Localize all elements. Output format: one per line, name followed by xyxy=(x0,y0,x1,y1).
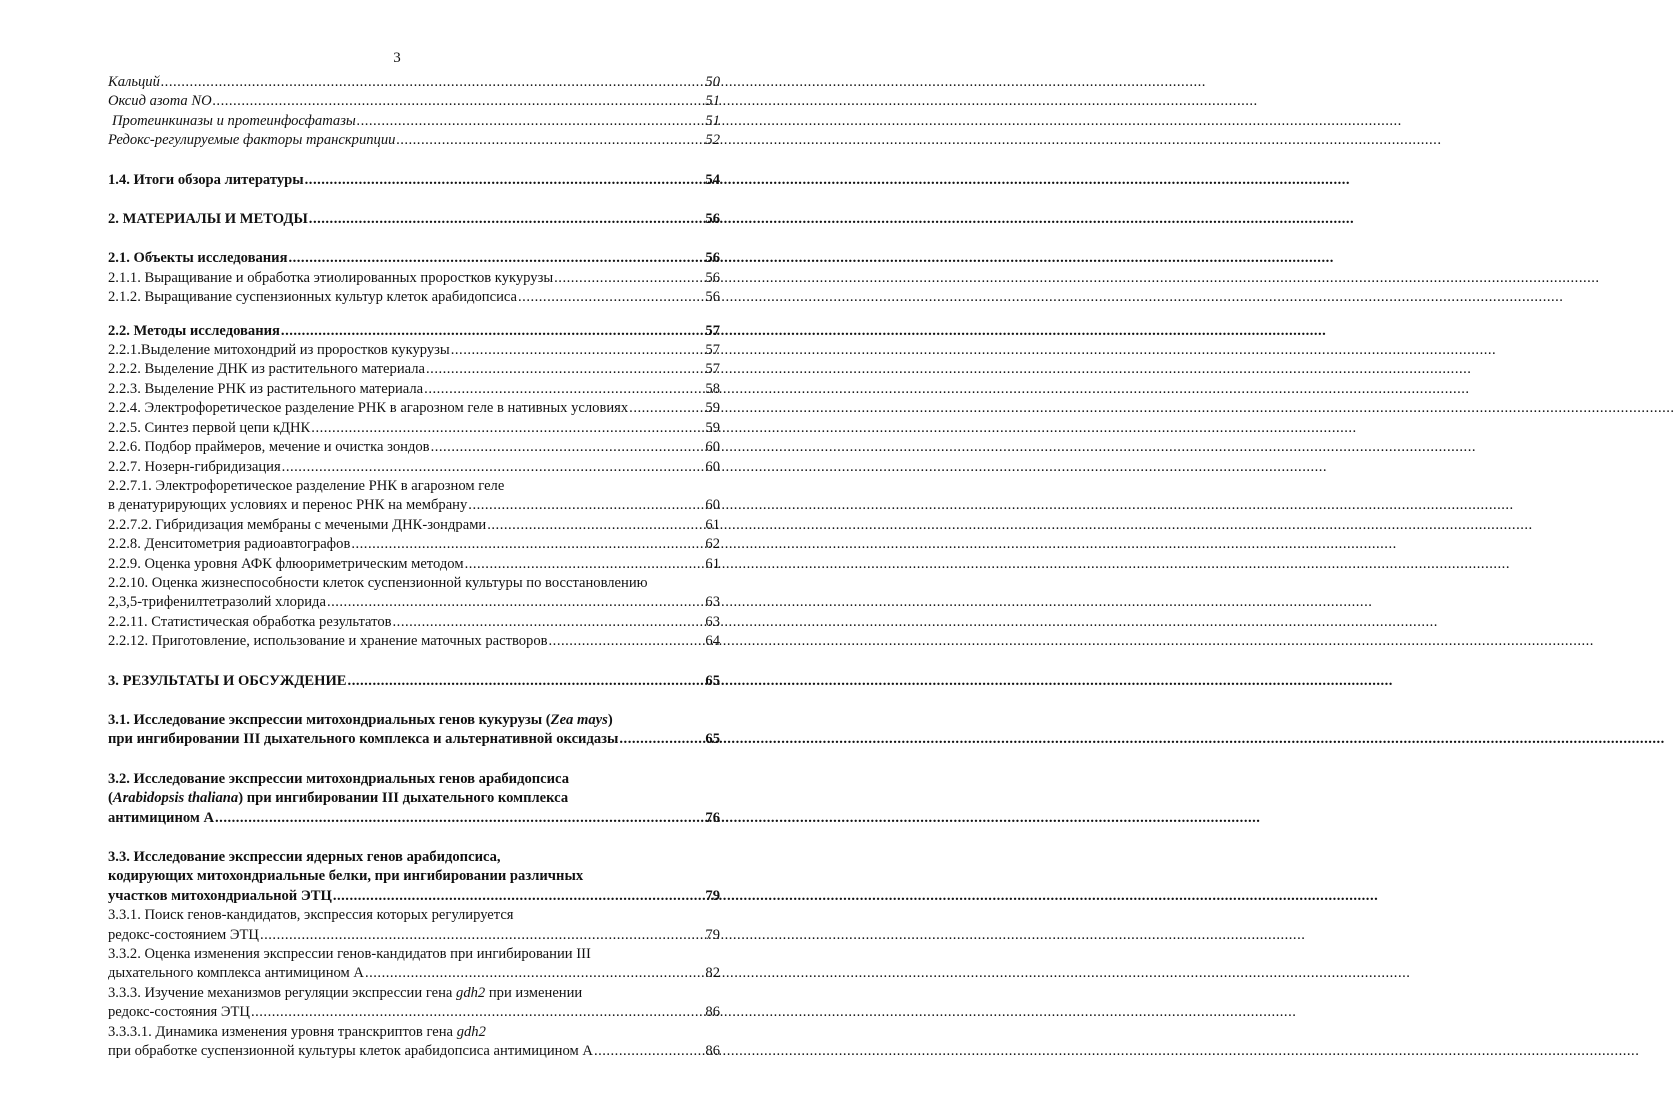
dot-leader xyxy=(423,380,705,399)
gene-name: gdh2 xyxy=(456,1023,486,1040)
dot-leader xyxy=(464,555,706,574)
toc-entry-redox-factors xyxy=(108,131,720,150)
toc-entry-page: 61 xyxy=(705,555,720,572)
toc-entry-3-2-line2 xyxy=(108,789,720,808)
toc-entry-title: 2.1.2. Выращивание суспензионных культур клеток арабидопсиса xyxy=(108,289,518,306)
toc-entry-3-2-line1: 3.2. Исследование экспрессии митохондриальных генов арабидопсиса xyxy=(108,770,569,787)
toc-text: при изменении xyxy=(485,984,583,1001)
toc-entry-2-2-7-2 xyxy=(108,516,720,535)
dot-leader xyxy=(281,458,706,477)
toc-entry-title: 2.2.2. Выделение ДНК из растительного материала xyxy=(108,361,426,378)
toc-entry-2-2-2 xyxy=(108,360,720,379)
toc-entry-page: 60 xyxy=(705,497,720,514)
table-of-contents xyxy=(108,73,720,1061)
dot-leader xyxy=(395,131,705,150)
dot-leader xyxy=(628,399,705,418)
toc-entry-page: 56 xyxy=(705,211,720,228)
toc-entry-2-1 xyxy=(108,249,720,268)
toc-entry-page: 63 xyxy=(705,594,720,611)
toc-entry-title: в денатурирующих условиях и перенос РНК на мембрану xyxy=(108,497,468,514)
toc-entry-title: 2.2.3. Выделение РНК из растительного материала xyxy=(108,380,424,397)
toc-entry-page: 59 xyxy=(705,419,720,436)
toc-entry-2-2-6 xyxy=(108,438,720,457)
toc-entry-page: 64 xyxy=(705,633,720,650)
toc-text: ) xyxy=(607,711,613,728)
toc-entry-2 xyxy=(108,210,720,229)
dot-leader xyxy=(364,964,705,983)
dot-leader xyxy=(553,269,705,288)
dot-leader xyxy=(347,672,706,691)
toc-text: 3.3.3. Изучение механизмов регуляции экспрессии гена xyxy=(108,984,457,1001)
toc-entry-2-2-7-1 xyxy=(108,496,720,515)
toc-entry-page: 63 xyxy=(705,613,720,630)
toc-entry-page: 56 xyxy=(705,250,720,267)
dot-leader xyxy=(548,632,706,651)
toc-entry-page: 60 xyxy=(705,439,720,456)
dot-leader xyxy=(310,419,705,438)
toc-entry-title: 2.2.1.Выделение митохондрий из проростков кукурузы xyxy=(108,342,450,359)
toc-entry-title: 2.2.7. Нозерн-гибридизация xyxy=(108,458,281,475)
dot-leader xyxy=(214,809,705,828)
toc-entry-title: 2.2.12. Приготовление, использование и хранение маточных растворов xyxy=(108,633,548,650)
toc-entry-page: 65 xyxy=(705,731,720,748)
toc-entry-page: 61 xyxy=(705,516,720,533)
toc-entry-title: 2.1.1. Выращивание и обработка этиолированных проростков кукурузы xyxy=(108,269,554,286)
dot-leader xyxy=(160,73,706,92)
toc-entry-page: 79 xyxy=(705,926,720,943)
toc-text: ( xyxy=(108,790,113,807)
toc-entry-title: участков митохондриальной ЭТЦ xyxy=(108,887,332,904)
toc-entry-3-2 xyxy=(108,809,720,828)
toc-entry-page: 54 xyxy=(705,171,720,188)
toc-entry-3-3-line2: кодирующих митохондриальные белки, при ингибировании различных xyxy=(108,868,584,885)
dot-leader xyxy=(430,438,706,457)
toc-entry-nitric-oxide xyxy=(108,92,720,111)
toc-entry-title: 2. МАТЕРИАЛЫ И МЕТОДЫ xyxy=(108,211,308,228)
toc-entry-2-2-7-1-line1: 2.2.7.1. Электрофоретическое разделение РНК в агарозном геле xyxy=(108,477,505,494)
toc-entry-2-1-2 xyxy=(108,288,720,307)
toc-entry-page: 59 xyxy=(705,400,720,417)
toc-entry-title: 2.2.4. Электрофоретическое разделение РНК в агарозном геле в нативных условиях xyxy=(108,400,629,417)
toc-entry-page: 57 xyxy=(705,322,720,339)
toc-entry-3-3 xyxy=(108,887,720,906)
toc-entry-page: 76 xyxy=(705,809,720,826)
toc-entry-page: 57 xyxy=(705,342,720,359)
toc-entry-title: 2.2. Методы исследования xyxy=(108,322,280,339)
dot-leader xyxy=(304,171,706,190)
dot-leader xyxy=(250,1003,705,1022)
toc-entry-3 xyxy=(108,672,720,691)
toc-entry-title: редокс-состоянием ЭТЦ xyxy=(108,926,259,943)
dot-leader xyxy=(486,516,705,535)
toc-text: 3.1. Исследование экспрессии митохондриальных генов кукурузы ( xyxy=(108,711,551,728)
toc-entry-2-2-11 xyxy=(108,613,720,632)
toc-entry-title: 2.2.9. Оценка уровня АФК флюориметрическим методом xyxy=(108,555,464,572)
toc-entry-2-1-1 xyxy=(108,269,720,288)
dot-leader xyxy=(618,730,705,749)
species-name: Zea mays xyxy=(550,711,608,728)
dot-leader xyxy=(517,288,705,307)
toc-entry-title: 2.2.6. Подбор праймеров, мечение и очистка зондов xyxy=(108,439,430,456)
toc-entry-page: 86 xyxy=(705,1043,720,1060)
toc-entry-page: 51 xyxy=(705,112,720,129)
dot-leader xyxy=(467,496,705,515)
dot-leader xyxy=(425,360,705,379)
toc-entry-2-2-3 xyxy=(108,380,720,399)
toc-entry-title: Оксид азота NO xyxy=(108,93,212,110)
toc-entry-2-2-1 xyxy=(108,341,720,360)
toc-entry-2-2-12 xyxy=(108,632,720,651)
species-name: Arabidopsis thaliana xyxy=(112,790,239,807)
toc-entry-3-3-2 xyxy=(108,964,720,983)
toc-entry-title: Кальций xyxy=(108,74,160,90)
toc-entry-title: 3. РЕЗУЛЬТАТЫ И ОБСУЖДЕНИЕ xyxy=(108,672,347,689)
toc-entry-title: при обработке суспензионной культуры клеток арабидопсиса антимицином А xyxy=(108,1043,593,1060)
toc-entry-2-2-8 xyxy=(108,535,720,554)
toc-text: ) при ингибировании III дыхательного комплекса xyxy=(238,790,569,807)
toc-entry-title: 2,3,5-трифенилтетразолий хлорида xyxy=(108,594,326,611)
dot-leader xyxy=(332,887,706,906)
toc-entry-title: 2.2.7.2. Гибридизация мембраны с мечеными ДНК-зондрами xyxy=(108,516,487,533)
toc-entry-title: 2.2.5. Синтез первой цепи кДНК xyxy=(108,419,311,436)
toc-entry-3-3-3-line1 xyxy=(108,984,720,1003)
toc-entry-1-4 xyxy=(108,171,720,190)
toc-entry-title: при ингибировании III дыхательного комплекса и альтернативной оксидазы xyxy=(108,731,619,748)
gene-name: gdh2 xyxy=(456,984,486,1001)
dot-leader xyxy=(450,341,706,360)
toc-entry-title: Редокс-регулируемые факторы транскрипции xyxy=(108,132,396,149)
toc-entry-page: 79 xyxy=(705,887,720,904)
toc-entry-title: редокс-состояния ЭТЦ xyxy=(108,1004,250,1021)
toc-text: 3.3.3.1. Динамика изменения уровня транскриптов гена xyxy=(108,1023,457,1040)
toc-entry-page: 56 xyxy=(705,289,720,306)
toc-entry-title: 2.2.8. Денситометрия радиоавтографов xyxy=(108,536,351,553)
dot-leader xyxy=(326,593,705,612)
dot-leader xyxy=(287,249,705,268)
toc-entry-page: 51 xyxy=(705,93,720,110)
toc-entry-page: 65 xyxy=(705,672,720,689)
toc-entry-title: дыхательного комплекса антимицином А xyxy=(108,965,364,982)
dot-leader xyxy=(259,926,705,945)
dot-leader xyxy=(593,1042,705,1061)
toc-entry-page: 82 xyxy=(705,965,720,982)
toc-entry-2-2-10-line1: 2.2.10. Оценка жизнеспособности клеток суспензионной культуры по восстановлению xyxy=(108,574,648,591)
toc-entry-2-2-9 xyxy=(108,555,720,574)
page-number: 3 xyxy=(393,50,401,66)
toc-entry-page: 57 xyxy=(705,361,720,378)
dot-leader xyxy=(212,92,706,111)
toc-entry-page: 56 xyxy=(705,269,720,286)
toc-entry-kinases xyxy=(108,112,720,131)
toc-entry-page: 58 xyxy=(705,380,720,397)
toc-entry-2-2-10 xyxy=(108,593,720,612)
toc-entry-page: 86 xyxy=(705,1004,720,1021)
toc-entry-3-3-line1: 3.3. Исследование экспрессии ядерных генов арабидопсиса, xyxy=(108,849,501,865)
toc-entry-3-3-3-1-line1 xyxy=(108,1023,720,1042)
toc-entry-page: 52 xyxy=(705,132,720,149)
toc-entry-3-3-1-line1: 3.3.1. Поиск генов-кандидатов, экспрессия которых регулируется xyxy=(108,907,514,924)
toc-entry-2-2-4 xyxy=(108,399,720,418)
toc-entry-3-3-3 xyxy=(108,1003,720,1022)
dot-leader xyxy=(308,210,706,229)
toc-entry-3-3-2-line1: 3.3.2. Оценка изменения экспрессии генов-кандидатов при ингибировании III xyxy=(108,946,591,963)
toc-entry-3-3-3-1 xyxy=(108,1042,720,1061)
toc-entry-2-2 xyxy=(108,322,720,341)
toc-entry-3-3-1 xyxy=(108,926,720,945)
toc-entry-3-1 xyxy=(108,730,720,749)
toc-entry-2-2-7 xyxy=(108,458,720,477)
toc-entry-page: 50 xyxy=(705,74,720,90)
dot-leader xyxy=(280,322,705,341)
dot-leader xyxy=(392,613,706,632)
toc-entry-title: антимицином А xyxy=(108,809,215,826)
dot-leader xyxy=(350,535,705,554)
toc-entry-title: 2.1. Объекты исследования xyxy=(108,250,288,267)
toc-entry-page: 60 xyxy=(705,458,720,475)
toc-entry-page: 62 xyxy=(705,536,720,553)
toc-entry-title: 2.2.11. Статистическая обработка результатов xyxy=(108,613,392,630)
toc-entry-2-2-5 xyxy=(108,419,720,438)
toc-entry-title: 1.4. Итоги обзора литературы xyxy=(108,171,304,188)
toc-entry-title: Протеинкиназы и протеинфосфатазы xyxy=(112,112,356,129)
toc-entry-calcium xyxy=(108,73,720,92)
toc-entry-3-1-line1 xyxy=(108,711,720,730)
dot-leader xyxy=(356,112,706,131)
